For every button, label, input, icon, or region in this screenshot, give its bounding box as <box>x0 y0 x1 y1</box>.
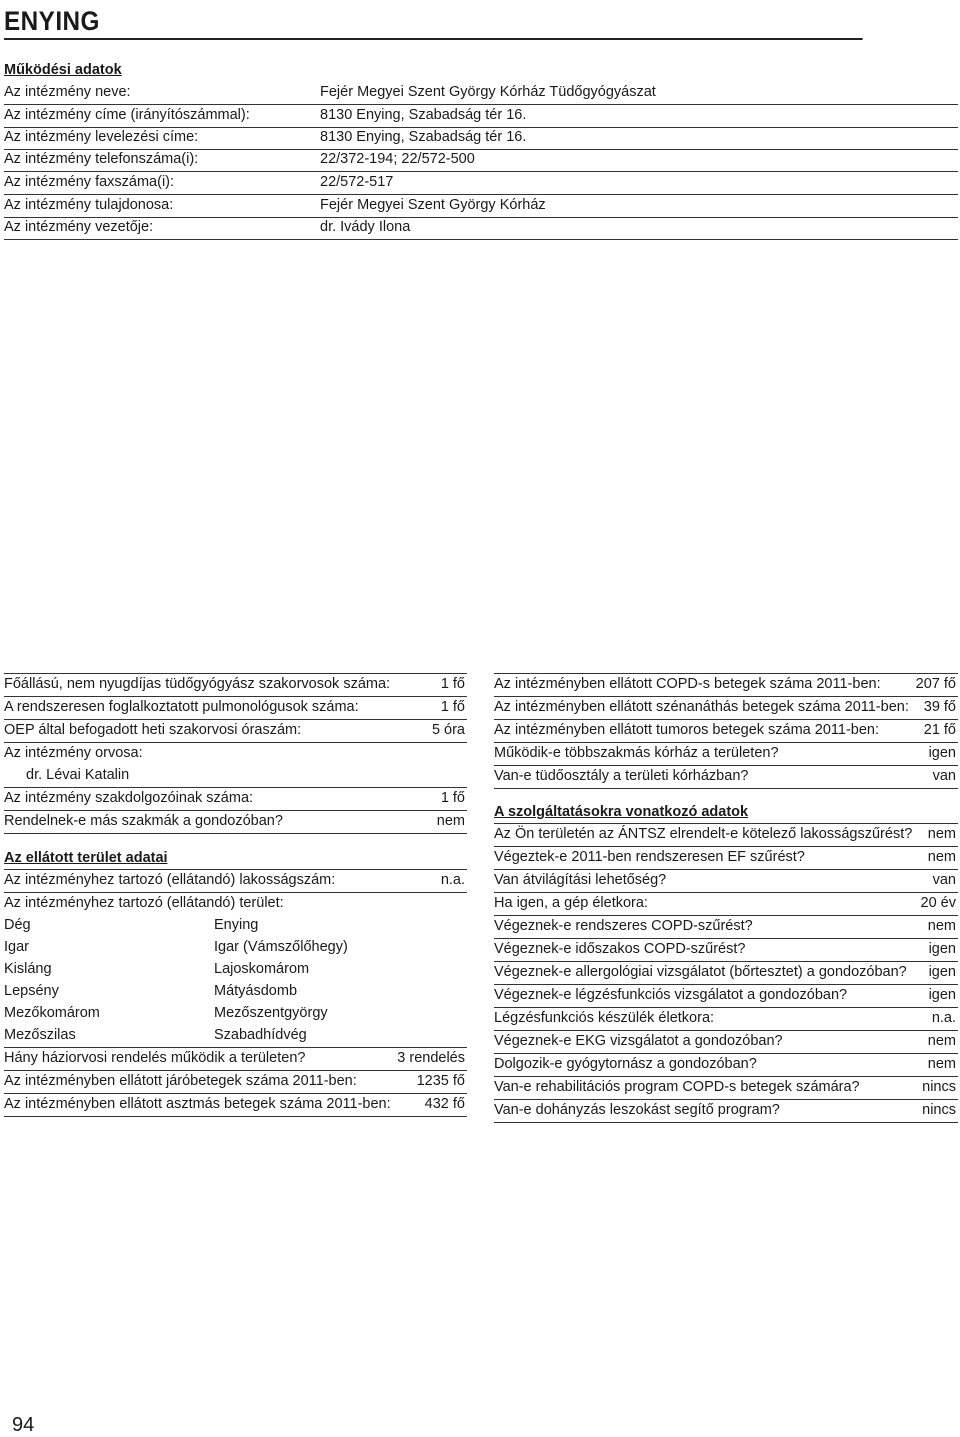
stat-value: 5 óra <box>431 722 465 738</box>
services-heading: A szolgáltatásokra vonatkozó adatok <box>494 801 958 824</box>
doctor-name: dr. Lévai Katalin <box>26 767 130 783</box>
settlement-row <box>4 959 467 981</box>
stat-label: A rendszeresen foglalkoztatott pulmonológusok száma: <box>4 699 359 715</box>
stat-value: 21 fő <box>923 722 956 738</box>
stat-label: OEP által befogadott heti szakorvosi óraszám: <box>4 722 302 738</box>
stat-row <box>494 939 958 962</box>
stat-row <box>494 870 958 893</box>
page-title: ENYING <box>4 4 863 40</box>
stat-value: 1 fő <box>440 699 465 715</box>
info-row <box>4 195 958 218</box>
info-label: Az intézmény telefonszáma(i): <box>4 151 199 167</box>
info-value: 22/572-517 <box>320 174 394 190</box>
population-value: n.a. <box>440 872 465 888</box>
right-column <box>494 673 958 1123</box>
info-row <box>4 127 958 150</box>
stat-value: igen <box>928 964 956 980</box>
stat-value: van <box>932 872 956 888</box>
info-value: Fejér Megyei Szent György Kórház <box>320 197 546 213</box>
stat-label: Légzésfunkciós készülék életkora: <box>494 1010 715 1026</box>
stat-row <box>494 743 958 766</box>
settlement-row <box>4 915 467 937</box>
stat-label: Végeznek-e légzésfunkciós vizsgálatot a gondozóban? <box>494 987 848 1003</box>
stat-row <box>494 697 958 720</box>
stat-value: igen <box>928 941 956 957</box>
stat-value: igen <box>928 745 956 761</box>
stat-row <box>4 811 467 834</box>
stat-label: Végeznek-e allergológiai vizsgálatot (bőrtesztet) a gondozóban? <box>494 964 907 980</box>
info-label: Az intézmény címe (irányítószámmal): <box>4 107 250 123</box>
stat-label: Az intézmény szakdolgozóinak száma: <box>4 790 254 806</box>
stat-value: igen <box>928 987 956 1003</box>
page-number: 94 <box>12 1414 35 1436</box>
stat-row <box>494 720 958 743</box>
settlement-row <box>4 1025 467 1048</box>
settlement-name: Igar <box>4 939 29 955</box>
area-heading: Az ellátott terület adatai <box>4 847 467 870</box>
settlement-name: Enying <box>214 917 259 933</box>
stat-row <box>4 788 467 811</box>
doctor-label: Az intézmény orvosa: <box>4 745 143 761</box>
settlement-row <box>4 937 467 959</box>
stat-row <box>4 1094 467 1117</box>
info-value: 8130 Enying, Szabadság tér 16. <box>320 129 527 145</box>
stat-label: Dolgozik-e gyógytornász a gondozóban? <box>494 1056 757 1072</box>
settlement-name: Kisláng <box>4 961 52 977</box>
stat-value: nem <box>927 918 956 934</box>
info-value: 8130 Enying, Szabadság tér 16. <box>320 107 527 123</box>
stat-value: 3 rendelés <box>397 1050 465 1066</box>
stat-value: nem <box>927 826 956 842</box>
info-row <box>4 172 958 195</box>
stat-row <box>4 720 467 743</box>
stat-row <box>494 847 958 870</box>
left-column <box>4 673 467 1117</box>
stat-row <box>494 1031 958 1054</box>
stat-row <box>494 916 958 939</box>
stat-row <box>4 1071 467 1094</box>
doctor-label-row <box>4 743 467 765</box>
stat-value: van <box>932 768 956 784</box>
stat-value: 1 fő <box>440 676 465 692</box>
settlement-name: Lajoskomárom <box>214 961 310 977</box>
settlement-name: Igar (Vámszőlőhegy) <box>214 939 348 955</box>
settlement-name: Mátyásdomb <box>214 983 298 999</box>
stat-value: 39 fő <box>923 699 956 715</box>
operational-data-heading: Működési adatok <box>4 62 122 78</box>
settlement-row <box>4 981 467 1003</box>
settlement-name: Mezőszilas <box>4 1027 76 1043</box>
settlement-name: Szabadhídvég <box>214 1027 307 1043</box>
stat-value: 1 fő <box>440 790 465 806</box>
info-label: Az intézmény vezetője: <box>4 219 154 235</box>
stat-label: Az Ön területén az ÁNTSZ elrendelt-e kötelező lakosságszűrést? <box>494 826 913 842</box>
info-row <box>4 105 958 128</box>
stat-row <box>494 766 958 789</box>
stat-value: 207 fő <box>915 676 956 692</box>
stat-label: Az intézményben ellátott szénanáthás betegek száma 2011-ben: <box>494 699 909 715</box>
stat-label: Az intézményben ellátott tumoros betegek száma 2011-ben: <box>494 722 880 738</box>
population-label: Az intézményhez tartozó (ellátandó) lakosságszám: <box>4 872 336 888</box>
info-value: dr. Ivády Ilona <box>320 219 411 235</box>
settlement-name: Mezőszentgyörgy <box>214 1005 328 1021</box>
stat-value: nincs <box>922 1079 956 1095</box>
stat-label: Van-e rehabilitációs program COPD-s betegek számára? <box>494 1079 860 1095</box>
info-value: Fejér Megyei Szent György Kórház Tüdőgyógyászat <box>320 84 656 100</box>
settlement-name: Dég <box>4 917 31 933</box>
settlement-row <box>4 1003 467 1025</box>
stat-label: Van átvilágítási lehetőség? <box>494 872 667 888</box>
stat-row <box>494 824 958 847</box>
stat-label: Végeznek-e rendszeres COPD-szűrést? <box>494 918 753 934</box>
stat-row <box>494 1054 958 1077</box>
info-label: Az intézmény tulajdonosa: <box>4 197 174 213</box>
stat-value: 20 év <box>920 895 956 911</box>
stat-label: Végeznek-e EKG vizsgálatot a gondozóban? <box>494 1033 783 1049</box>
stat-value: n.a. <box>931 1010 956 1026</box>
stat-label: Főállású, nem nyugdíjas tüdőgyógyász szakorvosok száma: <box>4 676 391 692</box>
stat-value: nem <box>927 1056 956 1072</box>
stat-label: Van-e tüdőosztály a területi kórházban? <box>494 768 749 784</box>
territory-label-row <box>4 893 467 915</box>
stat-label: Az intézményben ellátott COPD-s betegek száma 2011-ben: <box>494 676 881 692</box>
stat-label: Végeztek-e 2011-ben rendszeresen EF szűrést? <box>494 849 805 865</box>
stat-label: Működik-e többszakmás kórház a területen? <box>494 745 779 761</box>
stat-label: Rendelnek-e más szakmák a gondozóban? <box>4 813 283 829</box>
stat-row <box>4 697 467 720</box>
stat-row <box>494 1100 958 1123</box>
stat-row <box>494 1008 958 1031</box>
stat-row <box>494 893 958 916</box>
stat-label: Az intézményben ellátott asztmás betegek száma 2011-ben: <box>4 1096 391 1112</box>
territory-label: Az intézményhez tartozó (ellátandó) terület: <box>4 895 284 911</box>
stat-label: Van-e dohányzás leszokást segítő program? <box>494 1102 780 1118</box>
settlement-name: Lepsény <box>4 983 59 999</box>
info-row <box>4 217 958 240</box>
stat-row <box>494 1077 958 1100</box>
stat-row <box>4 673 467 697</box>
stat-row <box>494 985 958 1008</box>
stat-label: Az intézményben ellátott járóbetegek száma 2011-ben: <box>4 1073 357 1089</box>
info-row <box>4 82 958 105</box>
info-label: Az intézmény levelezési címe: <box>4 129 199 145</box>
stat-value: nincs <box>922 1102 956 1118</box>
stat-row <box>494 673 958 697</box>
stat-value: nem <box>436 813 465 829</box>
doctor-name-row <box>4 765 467 788</box>
stat-label: Végeznek-e időszakos COPD-szűrést? <box>494 941 746 957</box>
info-label: Az intézmény neve: <box>4 84 131 100</box>
stat-value: nem <box>927 1033 956 1049</box>
stat-value: 432 fő <box>424 1096 465 1112</box>
stat-value: 1235 fő <box>416 1073 465 1089</box>
info-value: 22/372-194; 22/572-500 <box>320 151 475 167</box>
stat-label: Hány háziorvosi rendelés működik a területen? <box>4 1050 306 1066</box>
population-row <box>4 870 467 893</box>
stat-value: nem <box>927 849 956 865</box>
settlement-name: Mezőkomárom <box>4 1005 100 1021</box>
info-label: Az intézmény faxszáma(i): <box>4 174 175 190</box>
stat-row <box>4 1048 467 1071</box>
info-row <box>4 149 958 172</box>
stat-label: Ha igen, a gép életkora: <box>494 895 648 911</box>
stat-row <box>494 962 958 985</box>
